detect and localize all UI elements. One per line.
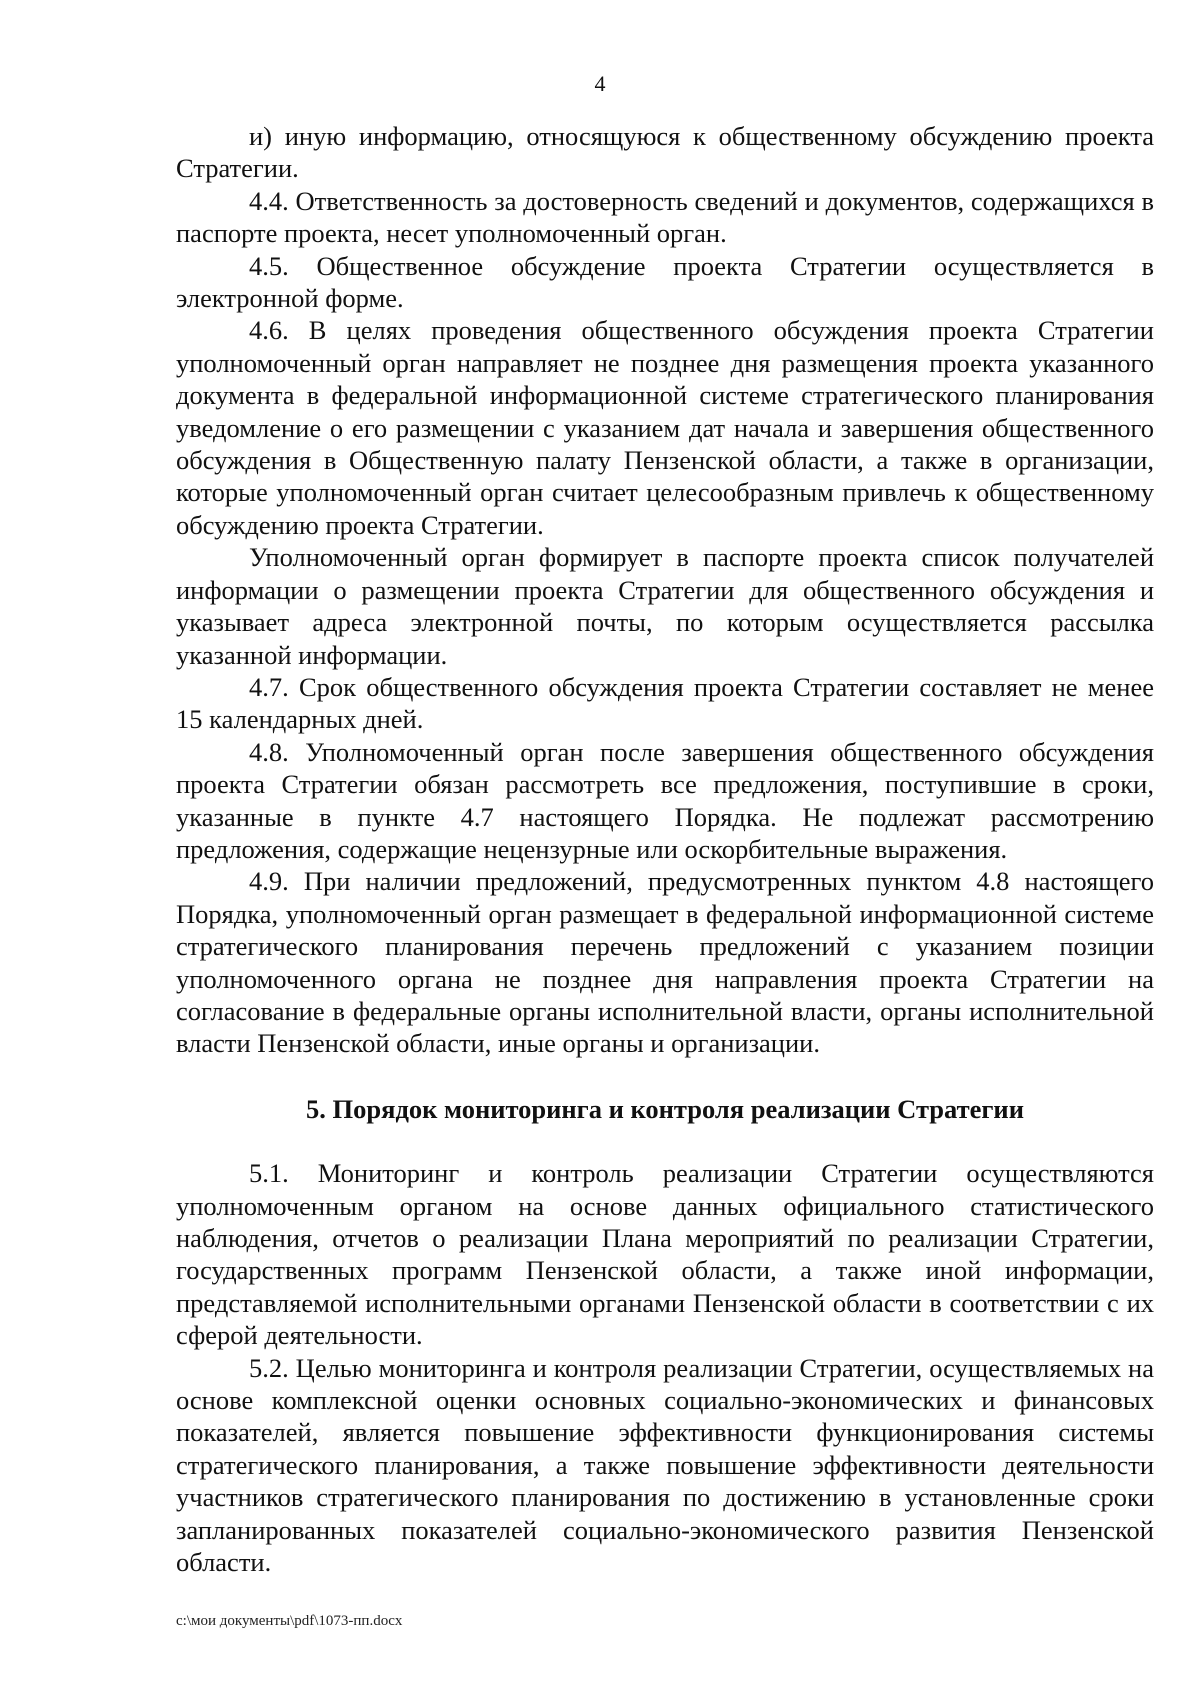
paragraph-item-i: и) иную информацию, относящуюся к общественному обсуждению проекта Стратегии. bbox=[176, 121, 1154, 184]
page-number: 4 bbox=[594, 71, 606, 96]
paragraph-4-5: 4.5. Общественное обсуждение проекта Стратегии осуществляется в электронной форме. bbox=[176, 250, 1154, 314]
paragraph-4-9: 4.9. При наличии предложений, предусмотренных пунктом 4.8 настоящего Порядка, уполномоченный орган размещает в федеральной информационной системе стратегического планирования перечень предложений с указанием позиции уполномоченного органа не позднее дня направления проекта Стратегии на согласование в федеральные органы исполнительной власти, органы исполнительной власти Пензенской области, иные органы и организации. bbox=[176, 866, 1154, 1059]
paragraph-4-6: 4.6. В целях проведения общественного обсуждения проекта Стратегии уполномоченный орган направляет не позднее дня размещения проекта указанного документа в федеральной информационной системе стратегического планирования уведомление о его размещении с указанием дат начала и завершения общественного обсуждения в Общественную палату Пензенской области, а также в организации, которые уполномоченный орган считает целесообразным привлечь к общественному обсуждению проекта Стратегии. bbox=[176, 315, 1154, 540]
paragraph-4-6-continued: Уполномоченный орган формирует в паспорте проекта список получателей информации о размещении проекта Стратегии для общественного обсуждения и указывает адреса электронной почты, по которым осуществляется рассылка указанной информации. bbox=[176, 542, 1154, 670]
paragraph-5-2: 5.2. Целью мониторинга и контроля реализации Стратегии, осуществляемых на основе комплексной оценки основных социально-экономических и финансовых показателей, является повышение эффективности функционирования системы стратегического планирования, а также повышение эффективности деятельности участников стратегического планирования по достижению в установленные сроки запланированных показателей социально-экономического развития Пензенской области. bbox=[176, 1352, 1154, 1578]
paragraph-4-7: 4.7. Срок общественного обсуждения проекта Стратегии составляет не менее 15 календарных дней. bbox=[176, 671, 1154, 735]
paragraph-4-8: 4.8. Уполномоченный орган после завершения общественного обсуждения проекта Стратегии обязан рассмотреть все предложения, поступившие в сроки, указанные в пункте 4.7 настоящего Порядка. Не подлежат рассмотрению предложения, содержащие нецензурные или оскорбительные выражения. bbox=[176, 736, 1154, 864]
paragraph-5-1: 5.1. Мониторинг и контроль реализации Стратегии осуществляются уполномоченным органом на основе данных официального статистического наблюдения, отчетов о реализации Плана мероприятий по реализации Стратегии, государственных программ Пензенской области, а также иной информации, представляемой исполнительными органами Пензенской области в соответствии с их сферой деятельности. bbox=[176, 1158, 1154, 1351]
section-5-heading: 5. Порядок мониторинга и контроля реализации Стратегии bbox=[306, 1093, 1024, 1124]
paragraph-4-4: 4.4. Ответственность за достоверность сведений и документов, содержащихся в паспорте проекта, несет уполномоченный орган. bbox=[176, 185, 1154, 249]
file-path-footer: c:\мои документы\pdf\1073-пп.docx bbox=[176, 1613, 403, 1629]
document-body bbox=[176, 120, 1154, 1578]
